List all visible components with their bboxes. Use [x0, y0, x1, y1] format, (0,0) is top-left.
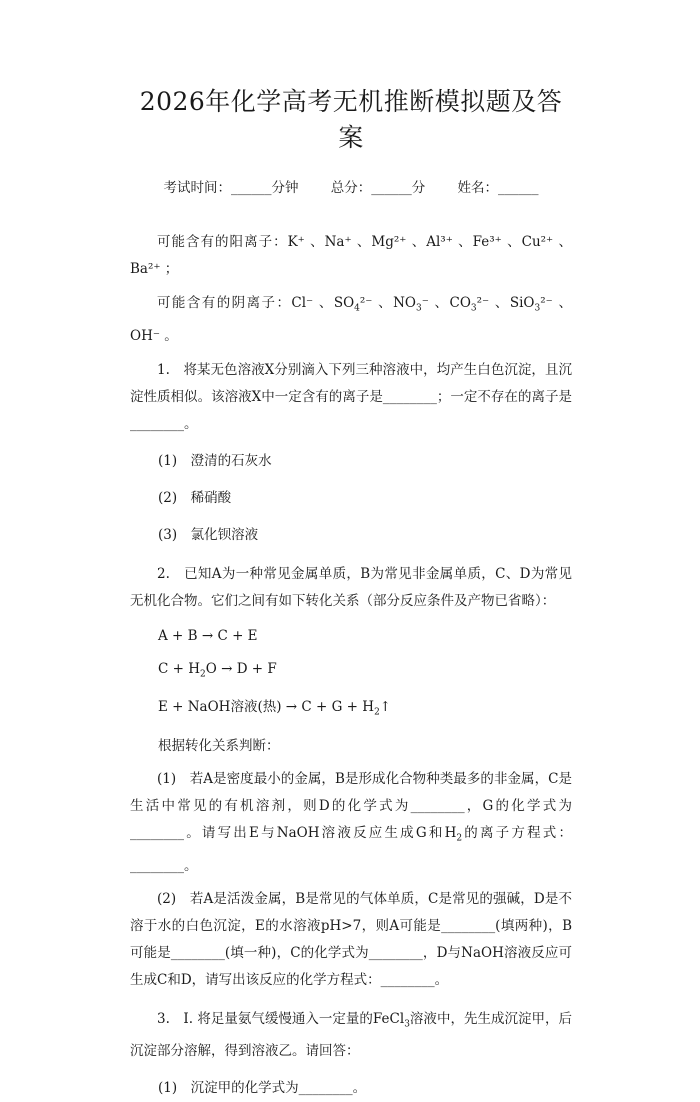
q1-option-2: (2) 稀硝酸: [158, 489, 232, 506]
page-title: 2026年化学高考无机推断模拟题及答案: [139, 87, 563, 152]
exam-score: 总分：______分: [330, 180, 426, 196]
question-3: 3. I. 将足量氨气缓慢通入一定量的FeCl$_3$溶液中，先生成沉淀甲，后沉淀部分溶解，得到溶液乙。请回答：: [130, 1010, 573, 1060]
q2-sub-1: (1) 若A是密度最小的金属，B是形成化合物种类最多的非金属，C是生活中常见的有机溶剂，则D的化学式为________，G的化学式为________。请写出E与NaOH溶液反应生成G和$H_2$的离子方程式：________。: [130, 771, 572, 874]
document-page: [0, 82, 700, 1097]
q2-equation-1: A + B → C + E: [158, 627, 258, 644]
cations-line: 可能含有的阳离子：K⁺ 、Na⁺ 、Mg²⁺ 、Al³⁺ 、Fe³⁺ 、Cu²⁺ 、Ba²⁺ ；: [130, 234, 572, 277]
exam-time: 考试时间：______分钟: [163, 180, 299, 196]
q2-judge: 根据转化关系判断：: [158, 738, 280, 755]
q2-equation-3: E + NaOH溶液(热) → $C + G + H_2↑$: [158, 699, 392, 719]
exam-meta: [130, 176, 572, 196]
q3-sub-1: (1) 沉淀甲的化学式为________。: [158, 1080, 367, 1097]
exam-name: 姓名：______: [457, 180, 539, 196]
question-2: 2. 已知A为一种常见金属单质，B为常见非金属单质，C、D为常见无机化合物。它们之间有如下转化关系（部分反应条件及产物已省略）：: [130, 565, 572, 609]
q1-option-3: (3) 氯化钡溶液: [158, 526, 259, 543]
q1-option-1: (1) 澄清的石灰水: [158, 452, 272, 469]
q2-sub-2: (2) 若A是活泼金属，B是常见的气体单质，C是常见的强碱，D是不溶于水的白色沉淀，E的水溶液pH>7，则A可能是________(填两种)，B可能是________(填一种)，C的化学式为________，D与NaOH溶液反应可生成C和D，请写出该反应的化学方程式：________。: [130, 890, 572, 988]
q2-equation-2: $C + H_2O \to D + F$: [158, 660, 277, 680]
anions-line: 可能含有的阴离子：Cl⁻ 、$SO_4^{2-}$ 、$NO_3^-$ 、$CO_3^{2-}$ 、SiO$_3$²⁻ 、OH⁻ 。: [130, 295, 572, 344]
question-1: 1. 将某无色溶液X分别滴入下列三种溶液中，均产生白色沉淀，且沉淀性质相似。该溶液X中一定含有的离子是________；一定不存在的离子是________。: [130, 361, 572, 432]
